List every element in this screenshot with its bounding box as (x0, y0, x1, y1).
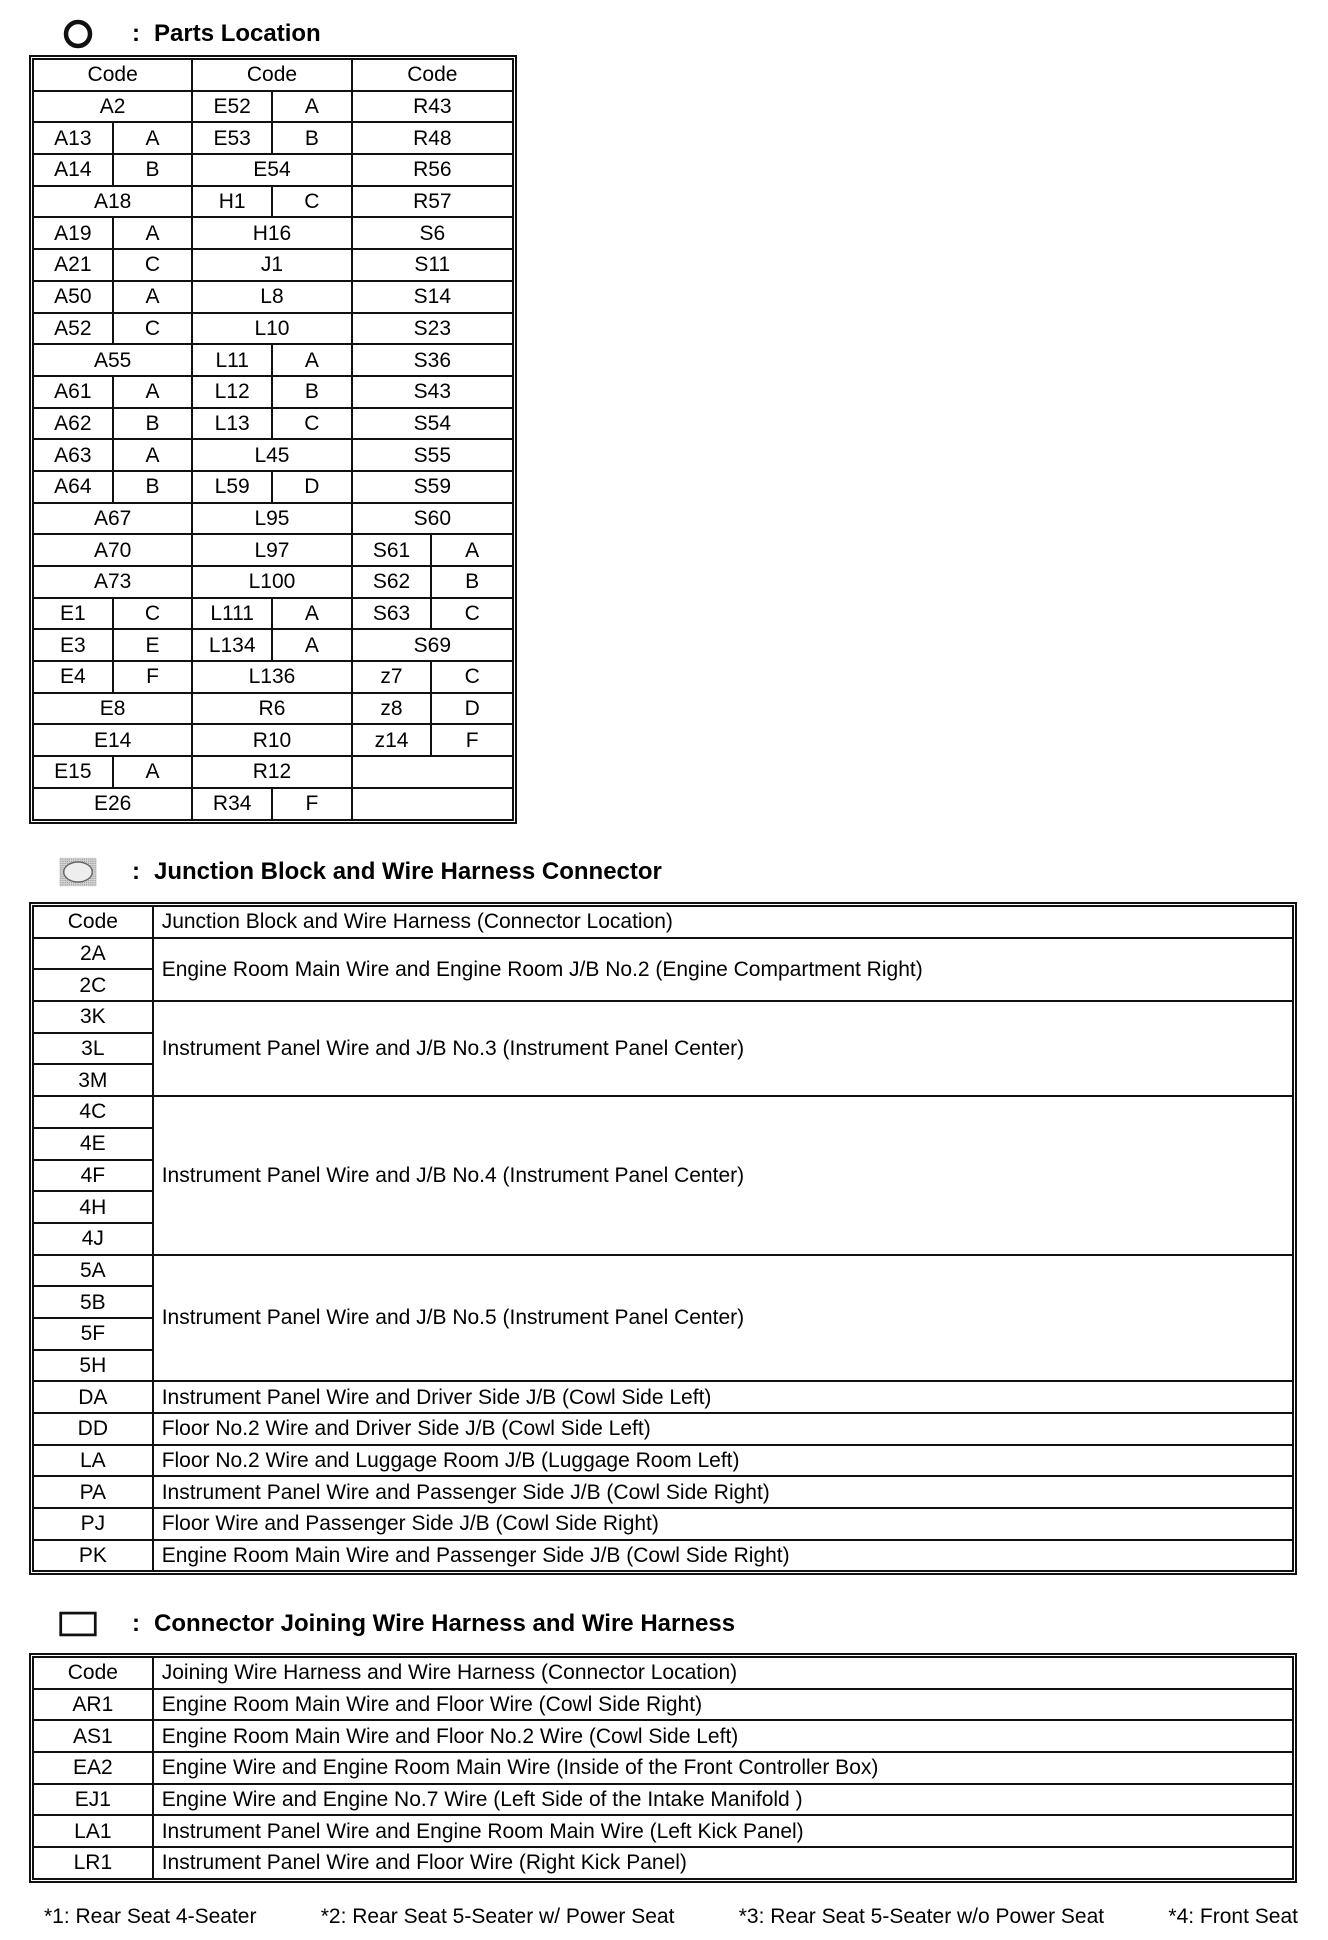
part-location-letter: A (113, 122, 193, 154)
part-code: S60 (352, 503, 513, 535)
footnote: *2: Rear Seat 5-Seater w/ Power Seat (320, 1905, 675, 1928)
part-code: A13 (33, 122, 113, 154)
connector-location: Floor Wire and Passenger Side J/B (Cowl Side Right) (153, 1508, 1293, 1540)
part-location-letter: A (113, 281, 193, 313)
part-location-letter: C (272, 186, 352, 218)
part-code: S54 (352, 408, 513, 440)
part-code: E52 (192, 91, 272, 123)
table-row (33, 1001, 1293, 1033)
connector-location: Instrument Panel Wire and J/B No.4 (Instrument Panel Center) (153, 1096, 1293, 1254)
table-row (33, 1540, 1293, 1572)
part-code: R48 (352, 122, 513, 154)
connector-location: Engine Wire and Engine Room Main Wire (Inside of the Front Controller Box) (153, 1752, 1293, 1784)
column-header: Code (352, 59, 513, 91)
footnote: *3: Rear Seat 5-Seater w/o Power Seat (738, 1905, 1105, 1928)
part-code: H16 (192, 217, 351, 249)
part-code: E8 (33, 693, 192, 725)
table-row (33, 1413, 1293, 1445)
table-row (33, 598, 513, 630)
part-code: z8 (352, 693, 432, 725)
part-code: A73 (33, 566, 192, 598)
connector-code: 4E (33, 1128, 153, 1160)
connector-code: 4F (33, 1160, 153, 1192)
column-header: Code (33, 1657, 153, 1689)
shaded-oval-icon (58, 852, 98, 892)
part-code: R43 (352, 91, 513, 123)
table-row (33, 1720, 1293, 1752)
part-code: R12 (192, 756, 351, 788)
part-code: J1 (192, 249, 351, 281)
part-location-letter: F (431, 724, 513, 756)
part-code (352, 788, 513, 820)
part-code: A14 (33, 154, 113, 186)
table-row (33, 534, 513, 566)
part-location-letter: A (113, 756, 193, 788)
connector-code: EA2 (33, 1752, 153, 1784)
parts-location-heading (58, 14, 321, 54)
table-row (33, 122, 513, 154)
table-row (33, 724, 513, 756)
table-row (33, 756, 513, 788)
table-row (33, 471, 513, 503)
table-row (33, 1381, 1293, 1413)
circle-outline-icon (58, 14, 98, 54)
parts-location-title: Parts Location (154, 20, 321, 47)
table-header-row (33, 906, 1293, 938)
part-location-letter: A (113, 217, 193, 249)
part-code: R56 (352, 154, 513, 186)
connector-code: 5A (33, 1255, 153, 1287)
part-code: S23 (352, 313, 513, 345)
connector-code: PJ (33, 1508, 153, 1540)
part-location-letter: A (272, 344, 352, 376)
connector-joining-table (32, 1656, 1294, 1880)
part-code: S62 (352, 566, 432, 598)
table-row (33, 281, 513, 313)
rectangle-outline-icon (58, 1604, 98, 1644)
parts-location-table (32, 58, 514, 821)
part-location-letter: F (272, 788, 352, 820)
part-code: A62 (33, 408, 113, 440)
part-code: S36 (352, 344, 513, 376)
part-location-letter: A (272, 629, 352, 661)
part-code: L45 (192, 439, 351, 471)
part-location-letter: A (113, 376, 193, 408)
connector-code: 3M (33, 1064, 153, 1096)
connector-code: DD (33, 1413, 153, 1445)
table-row (33, 439, 513, 471)
junction-block-table (32, 905, 1294, 1572)
part-code: A55 (33, 344, 192, 376)
table-row (33, 1689, 1293, 1721)
connector-code: 4H (33, 1191, 153, 1223)
part-location-letter: A (272, 598, 352, 630)
junction-block-heading (58, 852, 662, 892)
table-row (33, 1508, 1293, 1540)
part-code: L13 (192, 408, 272, 440)
part-code: E14 (33, 724, 192, 756)
part-code: A52 (33, 313, 113, 345)
column-header: Joining Wire Harness and Wire Harness (Connector Location) (153, 1657, 1293, 1689)
connector-code: 5H (33, 1350, 153, 1382)
part-code: S55 (352, 439, 513, 471)
part-code: E4 (33, 661, 113, 693)
part-code: S61 (352, 534, 432, 566)
part-code: E15 (33, 756, 113, 788)
part-code: E3 (33, 629, 113, 661)
part-location-letter: A (431, 534, 513, 566)
part-code: L10 (192, 313, 351, 345)
table-row (33, 217, 513, 249)
connector-code: 4J (33, 1223, 153, 1255)
heading-colon: : (132, 858, 140, 885)
part-code: R57 (352, 186, 513, 218)
footnote: *1: Rear Seat 4-Seater (44, 1905, 257, 1928)
table-row (33, 249, 513, 281)
junction-block-title: Junction Block and Wire Harness Connector (154, 858, 662, 885)
connector-location: Instrument Panel Wire and Engine Room Main Wire (Left Kick Panel) (153, 1815, 1293, 1847)
table-row (33, 693, 513, 725)
part-location-letter: C (272, 408, 352, 440)
table-row (33, 376, 513, 408)
part-code: A18 (33, 186, 192, 218)
part-code: L111 (192, 598, 272, 630)
connector-location: Engine Wire and Engine No.7 Wire (Left Side of the Intake Manifold ) (153, 1784, 1293, 1816)
table-row (33, 938, 1293, 970)
table-row (33, 566, 513, 598)
table-row (33, 503, 513, 535)
part-code: H1 (192, 186, 272, 218)
part-location-letter: A (272, 91, 352, 123)
part-code: L100 (192, 566, 351, 598)
part-code: L97 (192, 534, 351, 566)
connector-code: 5F (33, 1318, 153, 1350)
part-location-letter: B (113, 471, 193, 503)
connector-location: Instrument Panel Wire and Passenger Side J/B (Cowl Side Right) (153, 1476, 1293, 1508)
part-code: A61 (33, 376, 113, 408)
connector-code: EJ1 (33, 1784, 153, 1816)
table-row (33, 1752, 1293, 1784)
table-row (33, 1784, 1293, 1816)
part-code (352, 756, 513, 788)
table-row (33, 186, 513, 218)
part-location-letter: C (113, 249, 193, 281)
part-location-letter: C (113, 313, 193, 345)
part-code: A2 (33, 91, 192, 123)
heading-colon: : (132, 20, 140, 47)
part-code: z7 (352, 661, 432, 693)
connector-location: Instrument Panel Wire and J/B No.3 (Instrument Panel Center) (153, 1001, 1293, 1096)
part-code: S6 (352, 217, 513, 249)
connector-location: Engine Room Main Wire and Passenger Side J/B (Cowl Side Right) (153, 1540, 1293, 1572)
connector-code: 4C (33, 1096, 153, 1128)
table-row (33, 1096, 1293, 1128)
connector-location: Instrument Panel Wire and J/B No.5 (Instrument Panel Center) (153, 1255, 1293, 1382)
connector-location: Instrument Panel Wire and Floor Wire (Right Kick Panel) (153, 1847, 1293, 1879)
connector-code: PA (33, 1476, 153, 1508)
column-header: Code (192, 59, 351, 91)
table-row (33, 154, 513, 186)
part-code: S59 (352, 471, 513, 503)
part-code: z14 (352, 724, 432, 756)
table-row (33, 661, 513, 693)
table-row (33, 91, 513, 123)
part-location-letter: C (431, 598, 513, 630)
part-location-letter: C (431, 661, 513, 693)
part-location-letter: B (272, 376, 352, 408)
part-code: E54 (192, 154, 351, 186)
part-code: L12 (192, 376, 272, 408)
part-code: E1 (33, 598, 113, 630)
part-location-letter: A (113, 439, 193, 471)
connector-code: DA (33, 1381, 153, 1413)
column-header: Code (33, 59, 192, 91)
connector-code: LA1 (33, 1815, 153, 1847)
part-code: S63 (352, 598, 432, 630)
connector-code: AR1 (33, 1689, 153, 1721)
connector-location: Engine Room Main Wire and Engine Room J/B No.2 (Engine Compartment Right) (153, 938, 1293, 1001)
table-row (33, 629, 513, 661)
part-code: A64 (33, 471, 113, 503)
part-code: R6 (192, 693, 351, 725)
heading-colon: : (132, 1610, 140, 1637)
connector-joining-title: Connector Joining Wire Harness and Wire Harness (154, 1610, 736, 1637)
table-row (33, 1476, 1293, 1508)
connector-location: Engine Room Main Wire and Floor No.2 Wire (Cowl Side Left) (153, 1720, 1293, 1752)
part-code: R34 (192, 788, 272, 820)
part-code: A67 (33, 503, 192, 535)
part-location-letter: D (272, 471, 352, 503)
table-row (33, 1847, 1293, 1879)
part-code: A19 (33, 217, 113, 249)
table-row (33, 788, 513, 820)
part-code: A21 (33, 249, 113, 281)
table-row (33, 1255, 1293, 1287)
connector-code: 2C (33, 969, 153, 1001)
connector-joining-heading (58, 1604, 735, 1644)
table-header-row (33, 1657, 1293, 1689)
part-code: A50 (33, 281, 113, 313)
part-code: L11 (192, 344, 272, 376)
part-code: R10 (192, 724, 351, 756)
connector-code: 5B (33, 1286, 153, 1318)
part-code: L95 (192, 503, 351, 535)
part-location-letter: B (431, 566, 513, 598)
table-header-row (33, 59, 513, 91)
part-code: A70 (33, 534, 192, 566)
table-row (33, 408, 513, 440)
footnotes (44, 1905, 1298, 1929)
part-code: L136 (192, 661, 351, 693)
connector-code: LR1 (33, 1847, 153, 1879)
part-code: E26 (33, 788, 192, 820)
part-code: S69 (352, 629, 513, 661)
connector-code: LA (33, 1445, 153, 1477)
connector-location: Engine Room Main Wire and Floor Wire (Cowl Side Right) (153, 1689, 1293, 1721)
part-location-letter: F (113, 661, 193, 693)
table-row (33, 1815, 1293, 1847)
connector-location: Instrument Panel Wire and Driver Side J/B (Cowl Side Left) (153, 1381, 1293, 1413)
part-code: S43 (352, 376, 513, 408)
connector-code: 2A (33, 938, 153, 970)
part-location-letter: E (113, 629, 193, 661)
part-code: L59 (192, 471, 272, 503)
connector-code: 3K (33, 1001, 153, 1033)
part-location-letter: B (113, 154, 193, 186)
part-code: L8 (192, 281, 351, 313)
table-row (33, 313, 513, 345)
column-header: Junction Block and Wire Harness (Connector Location) (153, 906, 1293, 938)
part-location-letter: C (113, 598, 193, 630)
table-row (33, 344, 513, 376)
part-code: L134 (192, 629, 272, 661)
part-code: S11 (352, 249, 513, 281)
connector-code: PK (33, 1540, 153, 1572)
part-location-letter: B (113, 408, 193, 440)
connector-location: Floor No.2 Wire and Luggage Room J/B (Luggage Room Left) (153, 1445, 1293, 1477)
connector-location: Floor No.2 Wire and Driver Side J/B (Cowl Side Left) (153, 1413, 1293, 1445)
part-location-letter: D (431, 693, 513, 725)
part-code: E53 (192, 122, 272, 154)
table-row (33, 1445, 1293, 1477)
part-code: S14 (352, 281, 513, 313)
connector-code: AS1 (33, 1720, 153, 1752)
part-location-letter: B (272, 122, 352, 154)
column-header: Code (33, 906, 153, 938)
footnote: *4: Front Seat (1168, 1905, 1298, 1928)
connector-code: 3L (33, 1033, 153, 1065)
part-code: A63 (33, 439, 113, 471)
